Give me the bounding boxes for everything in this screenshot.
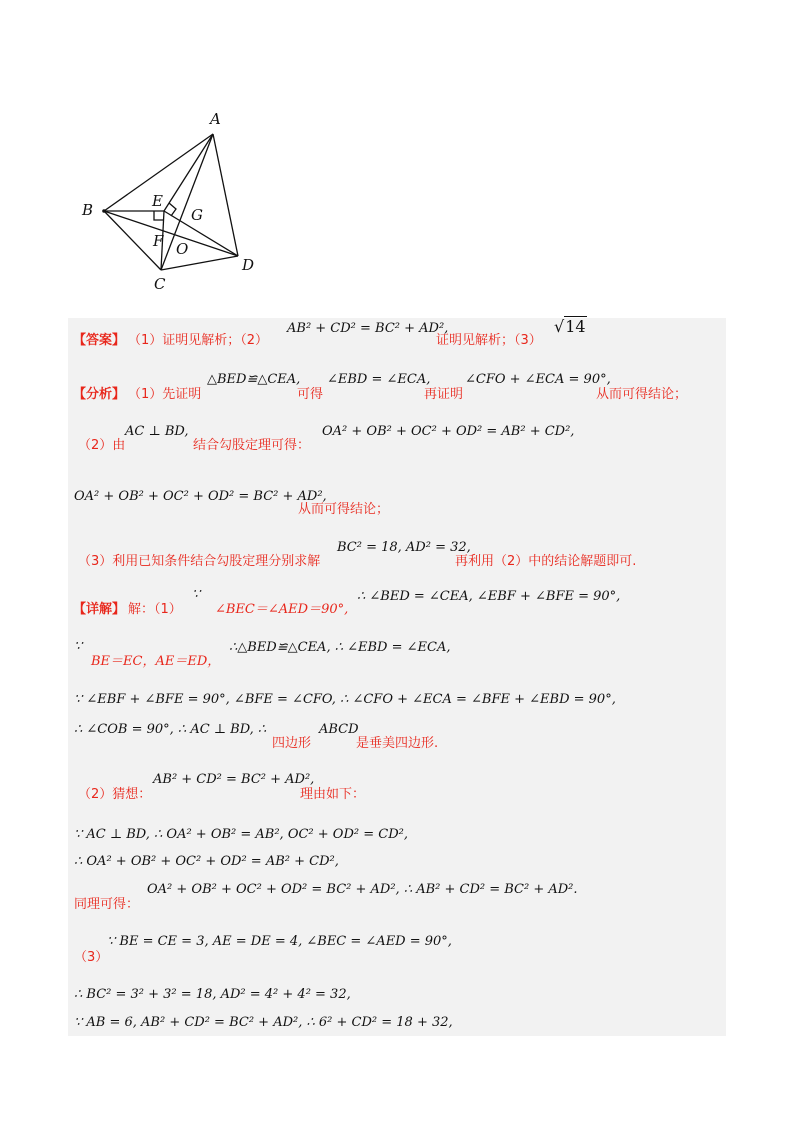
proof-eq1: ∵ AC ⊥ BD, ∴ OA² + OB² = AB², OC² + OD² = CD², — [74, 827, 408, 842]
detail-eq1: ∠BEC＝∠AED＝90°, — [215, 602, 349, 617]
proof-eq3: OA² + OB² + OC² + OD² = BC² + AD², ∴ AB² + CD² = BC² + AD². — [147, 882, 578, 897]
answer-sqrt: √14 — [554, 317, 586, 336]
answer-part1: （1）证明见解析；（2） — [128, 333, 269, 348]
proof-eq2: ∴ OA² + OB² + OC² + OD² = AB² + CD², — [74, 854, 339, 869]
part3-label: （3） — [74, 950, 109, 965]
part3-eq2: ∴ BC² = 3² + 3² = 18, AD² = 4² + 4² = 32, — [74, 987, 351, 1002]
detail-text2: 四边形 — [272, 736, 312, 751]
detail-eq2: ∴ ∠BED = ∠CEA, ∠EBF + ∠BFE = 90°, — [357, 589, 621, 604]
guess-text1: （2）猜想： — [78, 787, 152, 802]
analysis-eq1: △BED≌△CEA, — [207, 372, 301, 387]
analysis-tag: 【分析】 — [73, 387, 126, 402]
analysis-eq2: ∠EBD = ∠ECA, — [327, 372, 431, 387]
detail-eq4: ∴△BED≌△CEA, ∴ ∠EBD = ∠ECA, — [229, 640, 451, 655]
guess-eq1: AB² + CD² = BC² + AD², — [153, 772, 315, 787]
analysis-2-text3: 从而可得结论； — [298, 502, 390, 517]
detail-eq7: ABCD — [319, 722, 359, 737]
label-c: C — [154, 275, 166, 293]
answer-part2: 证明见解析；（3） — [436, 333, 542, 348]
label-o: O — [176, 240, 189, 258]
analysis-text3: 再证明 — [424, 387, 464, 402]
detail-eq5: ∵ ∠EBF + ∠BFE = 90°, ∠BFE = ∠CFO, ∴ ∠CFO + ∠ECA = ∠BFE + ∠EBD = 90°, — [74, 692, 616, 707]
label-f: F — [153, 232, 164, 250]
analysis-text4: 从而可得结论； — [596, 387, 688, 402]
analysis-2-text2: 结合勾股定理可得： — [193, 438, 311, 453]
label-d: D — [242, 256, 255, 274]
answer-sqrt-radicand: 14 — [565, 317, 586, 336]
analysis-text1: （1）先证明 — [128, 387, 202, 402]
label-b: B — [82, 201, 94, 219]
detail-tag: 【详解】 — [73, 602, 126, 617]
label-e: E — [152, 192, 163, 210]
label-g: G — [191, 206, 203, 224]
label-a: A — [210, 110, 221, 128]
analysis-3-text2: 再利用（2）中的结论解题即可. — [455, 554, 637, 569]
analysis-3-text1: （3）利用已知条件结合勾股定理分别求解 — [78, 554, 321, 569]
answer-eq1: AB² + CD² = BC² + AD², — [287, 321, 449, 336]
detail-eq3: BE＝EC，AE＝ED， — [91, 654, 221, 669]
proof-text1: 同理可得： — [74, 897, 140, 912]
quadrilateral-figure — [70, 100, 290, 300]
analysis-2-eq2: OA² + OB² + OC² + OD² = AB² + CD², — [322, 424, 575, 439]
part3-eq3: ∵ AB = 6, AB² + CD² = BC² + AD², ∴ 6² + CD² = 18 + 32, — [74, 1015, 453, 1030]
analysis-3-eq1: BC² = 18, AD² = 32, — [337, 540, 471, 555]
analysis-2-eq3: OA² + OB² + OC² + OD² = BC² + AD², — [74, 489, 327, 504]
detail-text1: 解：（1） — [128, 602, 182, 617]
analysis-2-eq1: AC ⊥ BD, — [125, 424, 189, 439]
analysis-eq3: ∠CFO + ∠ECA = 90°, — [465, 372, 611, 387]
part3-eq1: ∵ BE = CE = 3, AE = DE = 4, ∠BEC = ∠AED = 90°, — [107, 934, 452, 949]
detail-text3: 是垂美四边形. — [356, 736, 439, 751]
detail-eq6: ∴ ∠COB = 90°, ∴ AC ⊥ BD, ∴ — [74, 722, 267, 737]
guess-text2: 理由如下： — [300, 787, 366, 802]
analysis-2-text1: （2）由 — [78, 438, 126, 453]
detail-because-1: ∵ — [192, 587, 201, 602]
detail-because-2: ∵ — [74, 639, 83, 654]
answer-tag: 【答案】 — [73, 333, 126, 348]
analysis-text2: 可得 — [297, 387, 324, 402]
